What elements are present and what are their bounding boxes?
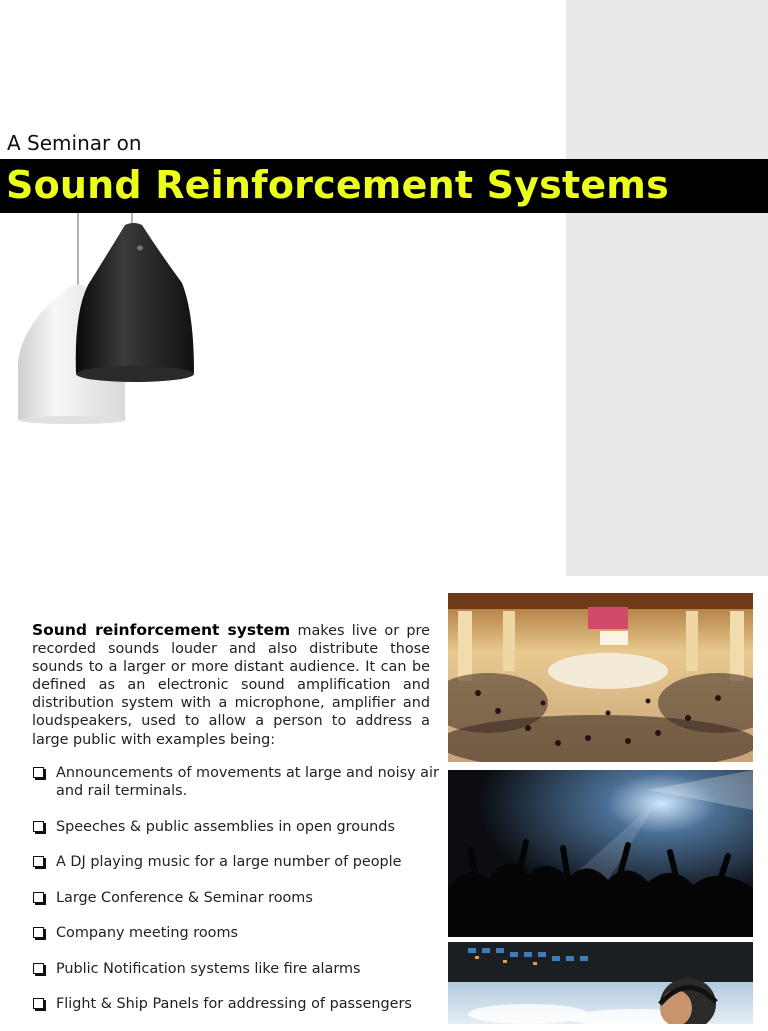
list-item: Public Notification systems like fire alarms [32, 960, 442, 978]
list-item: Speeches & public assemblies in open grounds [32, 818, 442, 836]
page-title: Sound Reinforcement Systems [6, 163, 669, 207]
list-item: Company meeting rooms [32, 924, 442, 942]
checkbox-bullet-icon [33, 998, 44, 1009]
checkbox-bullet-icon [33, 892, 44, 903]
pendant-speakers-photo [10, 213, 210, 433]
concert-crowd-photo [448, 770, 753, 937]
checkbox-bullet-icon [33, 821, 44, 832]
intro-paragraph [32, 621, 430, 749]
cockpit-pilot-photo [448, 942, 753, 1024]
checkbox-bullet-icon [33, 767, 44, 778]
list-item: Large Conference & Seminar rooms [32, 889, 442, 907]
checkbox-bullet-icon [33, 963, 44, 974]
crowded-hall-photo [448, 593, 753, 762]
list-item: A DJ playing music for a large number of people [32, 853, 442, 871]
intro-body: makes live or pre recorded sounds louder and also distribute those sounds to a larger or more distant audience. It can be defined as an electronic sound amplification and distribution system with a microphone, amplifier and loudspeakers, used to allow a person to address a large public with examples being: [32, 623, 431, 748]
seminar-kicker: A Seminar on [7, 131, 142, 155]
examples-list [32, 764, 442, 1031]
checkbox-bullet-icon [33, 927, 44, 938]
list-item: Flight & Ship Panels for addressing of passengers [32, 995, 442, 1013]
side-panel [566, 0, 768, 576]
list-item: Announcements of movements at large and noisy air and rail terminals. [32, 764, 442, 800]
intro-lead: Sound reinforcement system [32, 621, 291, 639]
checkbox-bullet-icon [33, 856, 44, 867]
